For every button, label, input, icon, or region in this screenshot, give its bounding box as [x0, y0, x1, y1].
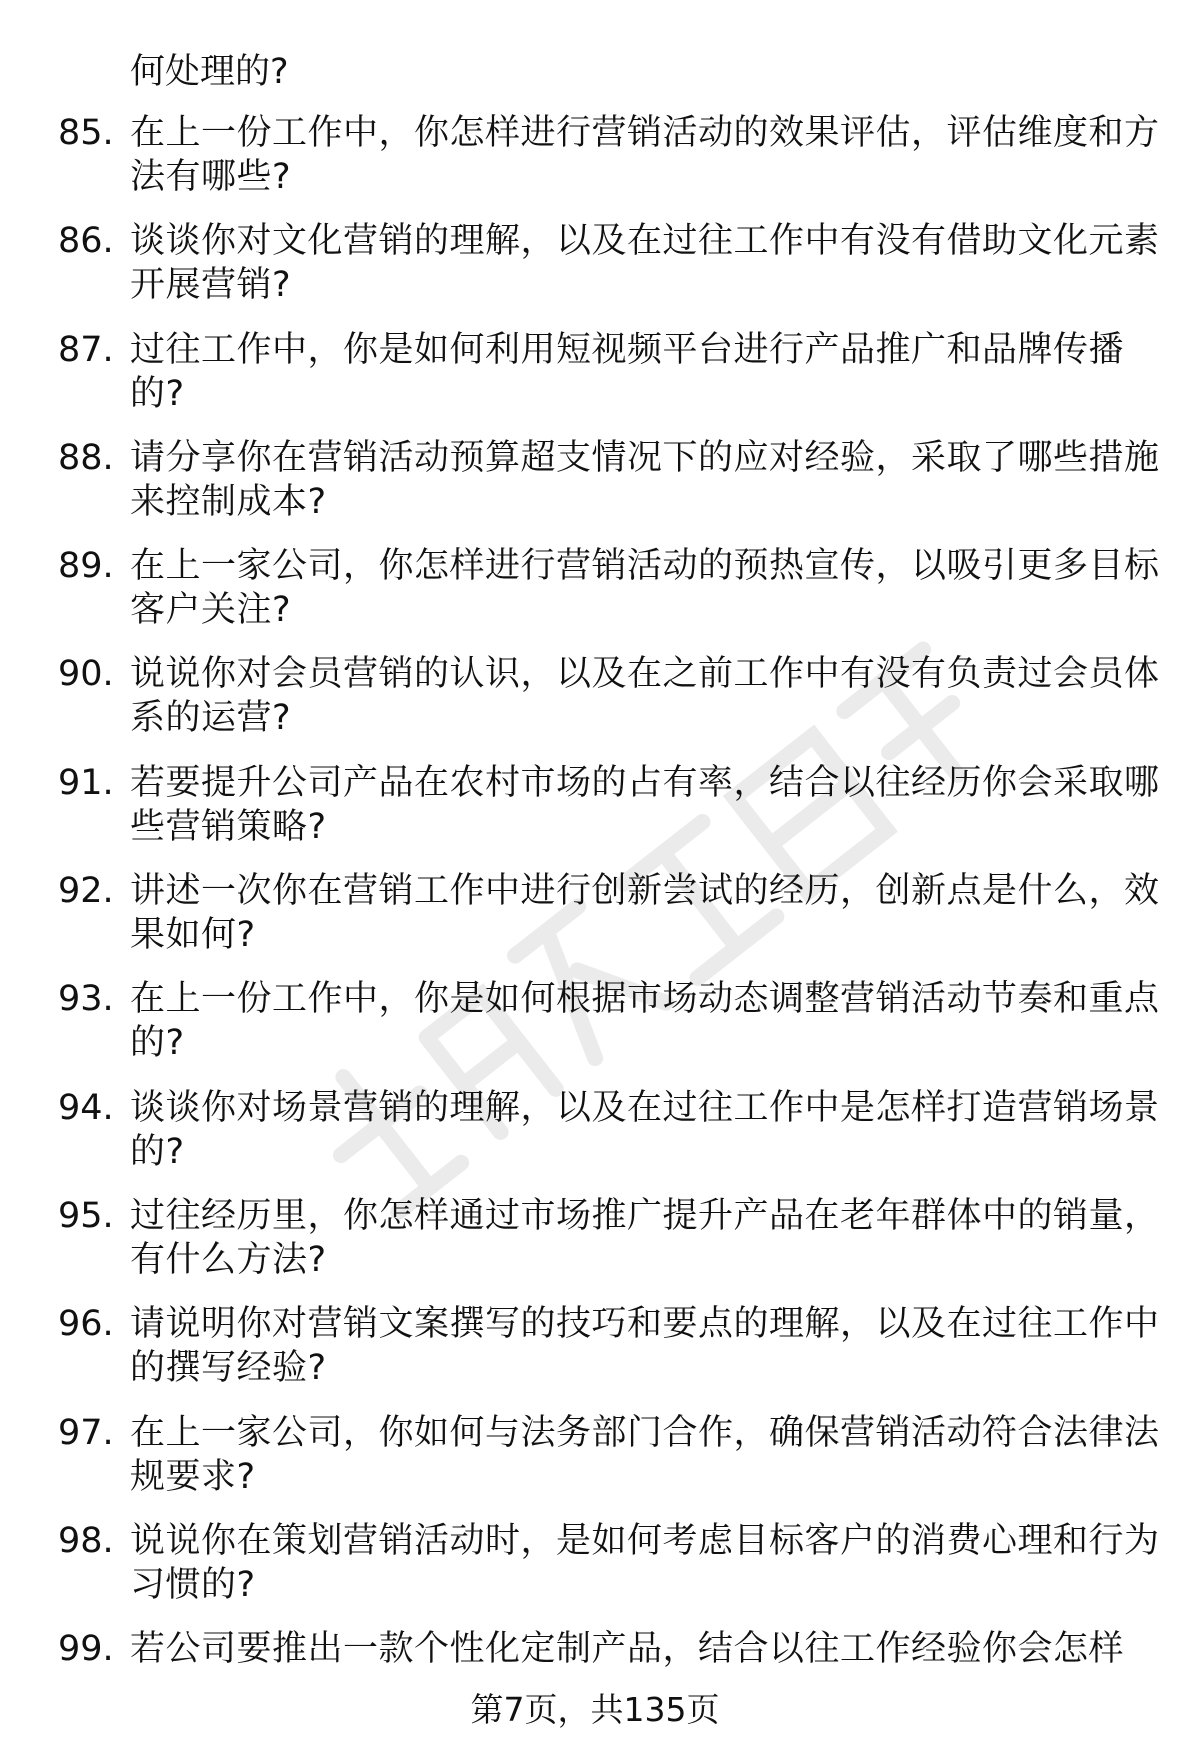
question-item: [0, 869, 1190, 977]
question-text: 若公司要推出一款个性化定制产品，结合以往工作经验你会怎样: [130, 1629, 1125, 1670]
question-number: 96.: [58, 1304, 114, 1345]
question-text: 在上一份工作中，你是如何根据市场动态调整营销活动节奏和重点的?: [130, 979, 1160, 1064]
question-text: 过往经历里，你怎样通过市场推广提升产品在老年群体中的销量，有什么方法?: [130, 1195, 1160, 1280]
question-item: [0, 219, 1190, 327]
question-number: 86.: [58, 221, 114, 262]
question-text: 在上一家公司，你怎样进行营销活动的预热宣传，以吸引更多目标客户关注?: [130, 546, 1160, 631]
question-item: [0, 977, 1190, 1085]
page-number-footer: 第7页，共135页: [470, 1690, 720, 1729]
question-item: [0, 1086, 1190, 1194]
question-text: 过往工作中，你是如何利用短视频平台进行产品推广和品牌传播的?: [130, 329, 1125, 414]
question-item: [0, 652, 1190, 760]
question-number: 92.: [58, 871, 114, 912]
question-number: 89.: [58, 546, 114, 587]
question-text: 在上一份工作中，你怎样进行营销活动的效果评估，评估维度和方法有哪些?: [130, 113, 1160, 197]
question-number: 98.: [58, 1520, 114, 1561]
question-text: 谈谈你对文化营销的理解，以及在过往工作中有没有借助文化元素开展营销?: [130, 221, 1160, 306]
question-item: [0, 111, 1190, 219]
continued-question-text: 何处理的?: [130, 52, 289, 92]
question-number: 94.: [58, 1087, 114, 1128]
question-number: 99.: [58, 1629, 114, 1670]
question-list: [0, 111, 1190, 1735]
question-number: 93.: [58, 979, 114, 1020]
question-item: [0, 1519, 1190, 1627]
question-number: 88.: [58, 437, 114, 478]
question-number: 97.: [58, 1412, 114, 1453]
question-text: 若要提升公司产品在农村市场的占有率，结合以往经历你会采取哪些营销策略?: [130, 762, 1160, 847]
question-item: [0, 1194, 1190, 1302]
question-item: [0, 544, 1190, 652]
question-text: 讲述一次你在营销工作中进行创新尝试的经历，创新点是什么，效果如何?: [130, 871, 1160, 956]
question-item: [0, 436, 1190, 544]
question-item: [0, 328, 1190, 436]
question-item: [0, 1302, 1190, 1410]
question-number: 87.: [58, 329, 114, 370]
question-number: 95.: [58, 1195, 114, 1236]
question-text: 请说明你对营销文案撰写的技巧和要点的理解，以及在过往工作中的撰写经验?: [130, 1304, 1160, 1389]
question-number: 91.: [58, 762, 114, 803]
question-number: 90.: [58, 654, 114, 695]
question-item: [0, 1411, 1190, 1519]
question-text: 说说你在策划营销活动时，是如何考虑目标客户的消费心理和行为习惯的?: [130, 1520, 1160, 1605]
question-text: 在上一家公司，你如何与法务部门合作，确保营销活动符合法律法规要求?: [130, 1412, 1160, 1497]
question-text: 谈谈你对场景营销的理解，以及在过往工作中是怎样打造营销场景的?: [130, 1087, 1160, 1172]
question-text: 请分享你在营销活动预算超支情况下的应对经验，采取了哪些措施来控制成本?: [130, 437, 1160, 522]
question-number: 85.: [58, 113, 114, 153]
question-text: 说说你对会员营销的认识，以及在之前工作中有没有负责过会员体系的运营?: [130, 654, 1160, 739]
question-item: [0, 761, 1190, 869]
